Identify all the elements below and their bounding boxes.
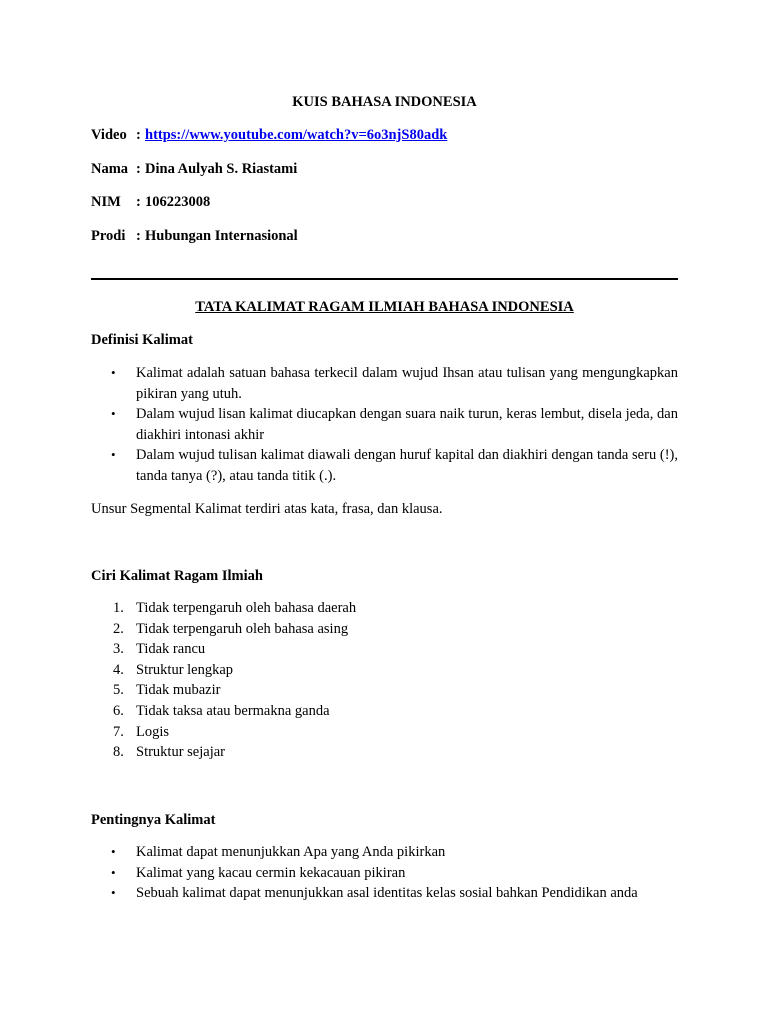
list-item-text: Struktur lengkap xyxy=(136,661,234,678)
list-item xyxy=(91,660,678,681)
list-definisi xyxy=(91,363,678,487)
horizontal-divider xyxy=(91,278,678,280)
list-number: 5. xyxy=(113,682,124,699)
heading-definisi-kalimat: Definisi Kalimat xyxy=(91,332,193,348)
list-pentingnya xyxy=(91,842,678,904)
section-title: TATA KALIMAT RAGAM ILMIAH BAHASA INDONESIA xyxy=(195,299,574,315)
info-label-prodi: Prodi xyxy=(91,227,126,244)
bullet-icon: • xyxy=(111,844,116,859)
list-item-text: Logis xyxy=(136,723,170,740)
document-page xyxy=(91,92,678,902)
info-row-nama xyxy=(91,159,678,179)
list-number: 8. xyxy=(113,744,124,761)
info-separator: : xyxy=(136,227,141,244)
list-item xyxy=(91,883,678,904)
list-item-text: Tidak taksa atau bermakna ganda xyxy=(136,702,330,719)
info-value-prodi: Hubungan Internasional xyxy=(145,227,298,244)
list-item xyxy=(91,639,678,660)
list-ciri xyxy=(91,598,678,763)
info-row-video xyxy=(91,125,678,145)
document-title: KUIS BAHASA INDONESIA xyxy=(292,94,477,110)
paragraph-unsur-segmental: Unsur Segmental Kalimat terdiri atas kata, frasa, dan klausa. xyxy=(91,501,443,517)
info-label-nama: Nama xyxy=(91,160,129,177)
list-item-text: Tidak terpengaruh oleh bahasa asing xyxy=(136,620,349,637)
info-value-nim: 106223008 xyxy=(145,194,211,210)
bullet-icon: • xyxy=(111,365,116,380)
info-separator: : xyxy=(136,160,141,177)
list-item-text: Sebuah kalimat dapat menunjukkan asal identitas kelas sosial bahkan Pendidikan anda xyxy=(136,885,638,902)
list-item-text: Kalimat adalah satuan bahasa terkecil dalam wujud Ihsan atau tulisan yang mengungkapkan pikiran yang utuh. xyxy=(136,365,678,402)
info-label-nim: NIM xyxy=(91,194,121,210)
list-number: 7. xyxy=(113,723,124,740)
list-item-text: Kalimat yang kacau cermin kekacauan pikiran xyxy=(136,864,406,881)
list-item-text: Dalam wujud lisan kalimat diucapkan dengan suara naik turun, keras lembut, disela jeda, dan diakhiri intonasi akhir xyxy=(136,406,678,443)
video-link[interactable]: https://www.youtube.com/watch?v=6o3njS80adk xyxy=(145,127,448,143)
info-label-video: Video xyxy=(91,127,127,143)
list-number: 4. xyxy=(113,661,124,678)
list-item xyxy=(91,722,678,743)
list-item-text: Tidak rancu xyxy=(136,641,206,658)
info-value-nama: Dina Aulyah S. Riastami xyxy=(145,160,298,177)
list-number: 1. xyxy=(113,600,124,616)
list-item xyxy=(91,742,678,763)
list-number: 3. xyxy=(113,641,124,658)
info-row-prodi xyxy=(91,226,678,246)
list-item xyxy=(91,445,678,486)
bullet-icon: • xyxy=(111,864,116,880)
heading-ciri-kalimat: Ciri Kalimat Ragam Ilmiah xyxy=(91,568,263,584)
list-item-text: Kalimat dapat menunjukkan Apa yang Anda pikirkan xyxy=(136,844,446,860)
list-item-text: Tidak terpengaruh oleh bahasa daerah xyxy=(136,600,357,616)
list-item xyxy=(91,842,678,863)
list-number: 6. xyxy=(113,702,124,719)
list-item xyxy=(91,619,678,640)
list-item-text: Dalam wujud tulisan kalimat diawali dengan huruf kapital dan diakhiri dengan tanda seru (!), tanda tanya (?), atau tanda titik (.). xyxy=(136,447,678,484)
info-separator: : xyxy=(136,194,141,210)
list-item-text: Struktur sejajar xyxy=(136,744,225,761)
list-item-text: Tidak mubazir xyxy=(136,682,221,699)
list-number: 2. xyxy=(113,620,124,637)
list-item xyxy=(91,363,678,404)
bullet-icon: • xyxy=(111,406,116,422)
bullet-icon: • xyxy=(111,885,116,901)
list-item xyxy=(91,598,678,619)
info-separator: : xyxy=(136,127,141,143)
heading-pentingnya-kalimat: Pentingnya Kalimat xyxy=(91,812,216,828)
list-item xyxy=(91,701,678,722)
info-row-nim xyxy=(91,192,678,212)
bullet-icon: • xyxy=(111,447,116,463)
list-item xyxy=(91,404,678,445)
list-item xyxy=(91,863,678,884)
list-item xyxy=(91,680,678,701)
